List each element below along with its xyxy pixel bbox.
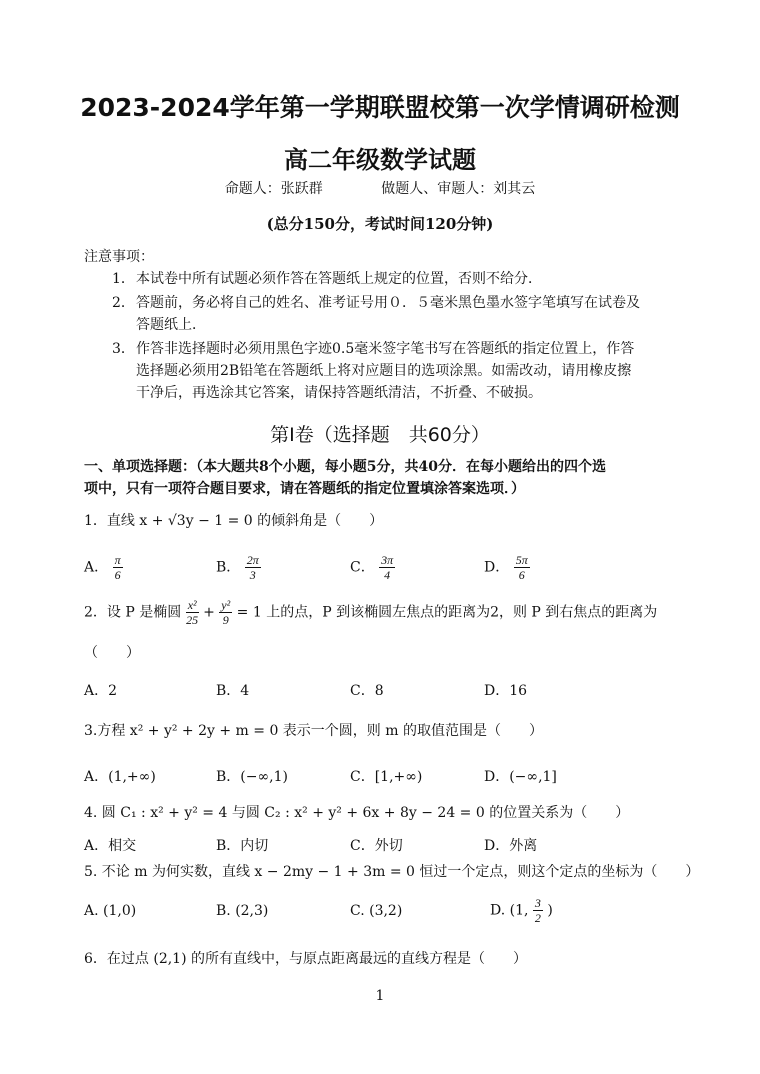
section-title: 第Ⅰ卷（选择题 共60分） xyxy=(270,424,490,446)
stem-text: = 1 上的点，P 到该椭圆左焦点的距离为2，则 P 到右焦点的距离为 xyxy=(236,604,658,621)
q3-option-c: C．[1,+∞) xyxy=(350,769,423,785)
q4-option-a: A．相交 xyxy=(84,838,137,854)
exam-subtitle: 高二年级数学试题 xyxy=(284,146,476,174)
fraction xyxy=(379,553,395,582)
notice-text: 干净后，再选涂其它答案，请保持答题纸清洁，不折叠、不破损。 xyxy=(136,385,542,401)
denominator: 3 xyxy=(249,568,256,582)
option-label: D. (1, xyxy=(490,902,529,919)
numerator: 5π xyxy=(515,553,528,567)
question-1-stem: 1．直线 x + √3y − 1 = 0 的倾斜角是（ ） xyxy=(84,513,384,529)
notice-num: 3． xyxy=(112,341,135,357)
question-4-stem: 4. 圆 C₁ : x² + y² = 4 与圆 C₂ : x² + y² + 6x + 8y − 24 = 0 的位置关系为（ ） xyxy=(84,805,630,821)
q1-option-d xyxy=(484,553,530,582)
fraction xyxy=(186,598,199,627)
question-3-stem: 3.方程 x² + y² + 2y + m = 0 表示一个圆，则 m 的取值范围是（ ） xyxy=(84,723,543,739)
question-2-stem xyxy=(84,598,657,627)
notice-item-3 xyxy=(112,338,684,404)
q1-option-a xyxy=(84,553,123,582)
denominator: 6 xyxy=(114,568,121,582)
q4-option-c: C．外切 xyxy=(350,838,403,854)
fraction xyxy=(533,896,543,925)
part-line: 项中，只有一项符合题目要求，请在答题纸的指定位置填涂答案选项．） xyxy=(84,481,525,497)
stem-text: 2．设 P 是椭圆 xyxy=(84,604,182,621)
q2-option-d: D．16 xyxy=(484,683,528,699)
page-number: 1 xyxy=(375,988,385,1004)
part-instructions xyxy=(84,456,684,500)
numerator: 2π xyxy=(246,553,259,567)
notice-text: 本试卷中所有试题必须作答在答题纸上规定的位置，否则不给分． xyxy=(136,271,542,287)
fraction xyxy=(219,598,232,627)
numerator: 3π xyxy=(381,553,394,567)
numerator: y² xyxy=(221,598,231,612)
fraction xyxy=(245,553,261,582)
denominator: 25 xyxy=(186,613,199,627)
notice-num: 1． xyxy=(112,271,135,287)
q5-option-b: B. (2,3) xyxy=(216,903,269,919)
question-5-stem: 5. 不论 m 为何实数，直线 x − 2my − 1 + 3m = 0 恒过一个定点，则这个定点的坐标为（ ） xyxy=(84,864,700,880)
q4-option-d: D．外离 xyxy=(484,838,538,854)
q1-option-b xyxy=(216,553,261,582)
numerator: π xyxy=(114,553,121,567)
q5-option-c: C. (3,2) xyxy=(350,903,403,919)
reviewer: 做题人、审题人：刘其云 xyxy=(381,181,536,197)
q1-option-c xyxy=(350,553,395,582)
denominator: 2 xyxy=(534,911,541,925)
notice-num: 2． xyxy=(112,295,135,311)
q5-option-d xyxy=(490,896,553,925)
q5-option-a: A. (1,0) xyxy=(84,903,137,919)
numerator: 3 xyxy=(534,896,541,910)
notice-text: 答题纸上． xyxy=(136,317,206,333)
q4-option-b: B．内切 xyxy=(216,838,269,854)
notice-item-1 xyxy=(112,268,684,290)
score-time-line: (总分150分，考试时间120分钟) xyxy=(266,215,494,233)
q2-option-a: A．2 xyxy=(84,683,118,699)
q2-option-b: B．4 xyxy=(216,683,250,699)
notice-text: 选择题必须用2B铅笔在答题纸上将对应题目的选项涂黑。如需改动，请用橡皮擦 xyxy=(136,363,632,379)
q3-option-d: D．(−∞,1] xyxy=(484,769,557,785)
denominator: 4 xyxy=(384,568,391,582)
option-label: C． xyxy=(350,559,375,576)
numerator: x² xyxy=(187,598,197,612)
denominator: 6 xyxy=(518,568,525,582)
denominator: 9 xyxy=(222,613,229,627)
plus-sign: + xyxy=(203,604,215,621)
notice-text: 答题前，务必将自己的姓名、准考证号用０．５毫米黑色墨水签字笔填写在试卷及 xyxy=(136,295,640,311)
notice-title: 注意事项： xyxy=(84,249,154,265)
option-label: B． xyxy=(216,559,241,576)
question-setter: 命题人：张跃群 xyxy=(224,181,323,197)
fraction xyxy=(113,553,123,582)
exam-title: 2023-2024学年第一学期联盟校第一次学情调研检测 xyxy=(80,93,680,122)
part-line: 一、单项选择题：（本大题共8个小题，每小题5分，共40分．在每小题给出的四个选 xyxy=(84,459,606,475)
notice-item-2 xyxy=(112,292,684,336)
question-2-paren: （ ） xyxy=(84,645,140,661)
author-line xyxy=(0,178,760,198)
notice-text: 作答非选择题时必须用黑色字迹0.5毫米签字笔书写在答题纸的指定位置上，作答 xyxy=(136,341,635,357)
q3-option-b: B．(−∞,1) xyxy=(216,769,288,785)
q3-option-a: A．(1,+∞) xyxy=(84,769,156,785)
fraction xyxy=(514,553,530,582)
option-label: D． xyxy=(484,559,510,576)
close-paren: ) xyxy=(547,902,553,919)
option-label: A． xyxy=(84,559,109,576)
q2-option-c: C．8 xyxy=(350,683,384,699)
question-6-stem: 6．在过点 (2,1) 的所有直线中，与原点距离最远的直线方程是（ ） xyxy=(84,951,527,967)
